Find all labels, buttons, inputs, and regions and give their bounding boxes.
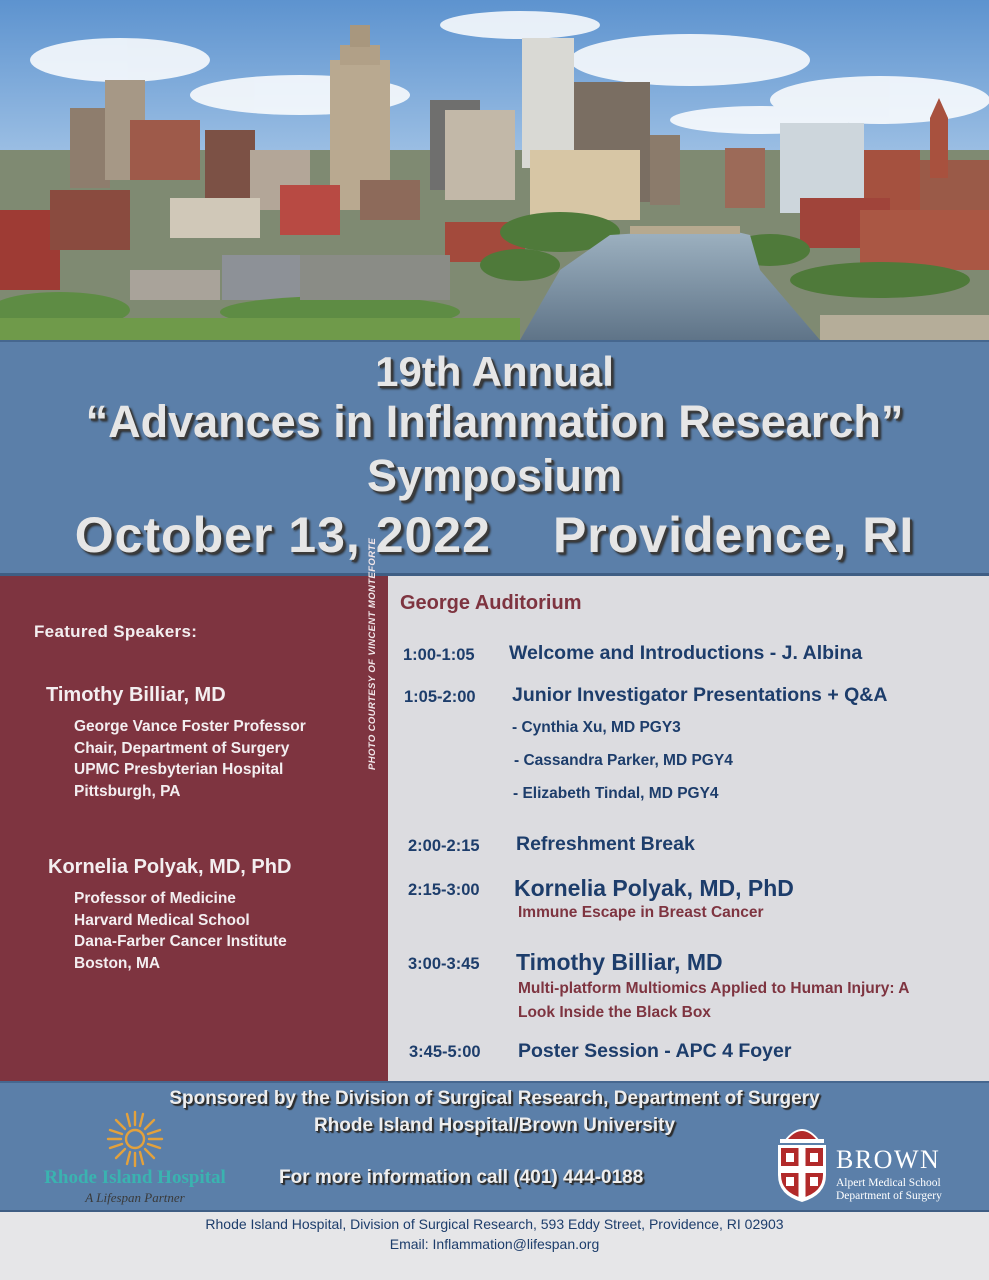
- presenter-item: - Cynthia Xu, MD PGY3: [512, 719, 681, 736]
- brown-shield-icon: [774, 1115, 830, 1203]
- event-type: Symposium: [366, 450, 623, 501]
- brown-department: Department of Surgery: [836, 1190, 942, 1202]
- speaker-name: Timothy Billiar, MD: [46, 684, 226, 706]
- agenda-time: 3:00-3:45: [408, 955, 480, 973]
- speaker-detail-line: Dana-Farber Cancer Institute: [74, 933, 287, 950]
- photo-credit: PHOTO COURTESY OF VINCENT MONTEFORTE: [367, 537, 378, 770]
- event-title: “Advances in Inflammation Research”: [85, 396, 904, 447]
- presenter-item: - Elizabeth Tindal, MD PGY4: [513, 785, 719, 802]
- sponsor-institutions: Rhode Island Hospital/Brown University: [313, 1115, 676, 1136]
- event-date-location: [0, 506, 989, 564]
- agenda-title: Poster Session - APC 4 Foyer: [518, 1040, 792, 1062]
- sponsor-band: [0, 1081, 989, 1212]
- agenda-title: Junior Investigator Presentations + Q&A: [512, 684, 888, 706]
- contact-phone: For more information call (401) 444-0188: [279, 1167, 644, 1188]
- event-location: Providence, RI: [552, 507, 915, 563]
- talk-title-line: Look Inside the Black Box: [518, 1004, 711, 1021]
- agenda-time: 2:15-3:00: [408, 881, 480, 899]
- footer-email: Email: Inflammation@lifespan.org: [389, 1236, 600, 1252]
- agenda-title: Kornelia Polyak, MD, PhD: [514, 875, 794, 901]
- event-edition: 19th Annual: [375, 348, 614, 395]
- speaker-details: [74, 888, 287, 974]
- footer: [0, 1212, 989, 1280]
- talk-title: [518, 977, 910, 1025]
- sunburst-icon: [100, 1109, 170, 1167]
- agenda-title: Welcome and Introductions - J. Albina: [509, 642, 863, 664]
- talk-title-line: Multi-platform Multiomics Applied to Human Injury: A: [518, 980, 910, 997]
- speaker-detail-line: Harvard Medical School: [74, 911, 250, 929]
- rih-tagline: A Lifespan Partner: [85, 1190, 185, 1205]
- hero-city-photo: [0, 0, 989, 340]
- presenter-item: - Cassandra Parker, MD PGY4: [514, 752, 733, 769]
- speaker-detail-line: Boston, MA: [74, 954, 161, 972]
- speaker-name: Kornelia Polyak, MD, PhD: [48, 856, 292, 878]
- venue-name: George Auditorium: [400, 592, 582, 614]
- speaker-detail-line: George Vance Foster Professor: [74, 718, 306, 735]
- footer-address: Rhode Island Hospital, Division of Surgical Research, 593 Eddy Street, Providence, RI 02903: [205, 1216, 784, 1232]
- speaker-detail-line: Pittsburgh, PA: [74, 782, 181, 800]
- brown-school: Alpert Medical School: [836, 1177, 941, 1189]
- agenda-title: Refreshment Break: [516, 833, 695, 855]
- agenda-panel: [388, 576, 989, 1082]
- agenda-time: 1:05-2:00: [404, 688, 476, 706]
- featured-speakers-heading: Featured Speakers:: [34, 622, 198, 641]
- title-band: [0, 340, 989, 576]
- agenda-time: 1:00-1:05: [403, 646, 475, 664]
- speaker-detail-line: Professor of Medicine: [74, 890, 236, 907]
- brown-university-logo: [774, 1115, 974, 1207]
- featured-speakers-panel: [0, 576, 388, 1082]
- rih-name: Rhode Island Hospital: [44, 1167, 226, 1188]
- brown-name: BROWN: [836, 1145, 941, 1174]
- speaker-detail-line: Chair, Department of Surgery: [74, 739, 290, 757]
- agenda-title: Timothy Billiar, MD: [516, 949, 723, 975]
- agenda-time: 3:45-5:00: [409, 1043, 481, 1061]
- agenda-time: 2:00-2:15: [408, 837, 480, 855]
- event-date: October 13, 2022: [74, 507, 491, 563]
- sponsor-line: Sponsored by the Division of Surgical Research, Department of Surgery: [169, 1088, 820, 1109]
- rhode-island-hospital-logo: [22, 1109, 248, 1209]
- speaker-details: [74, 716, 306, 802]
- speaker-detail-line: UPMC Presbyterian Hospital: [74, 761, 284, 778]
- talk-title: Immune Escape in Breast Cancer: [518, 904, 764, 921]
